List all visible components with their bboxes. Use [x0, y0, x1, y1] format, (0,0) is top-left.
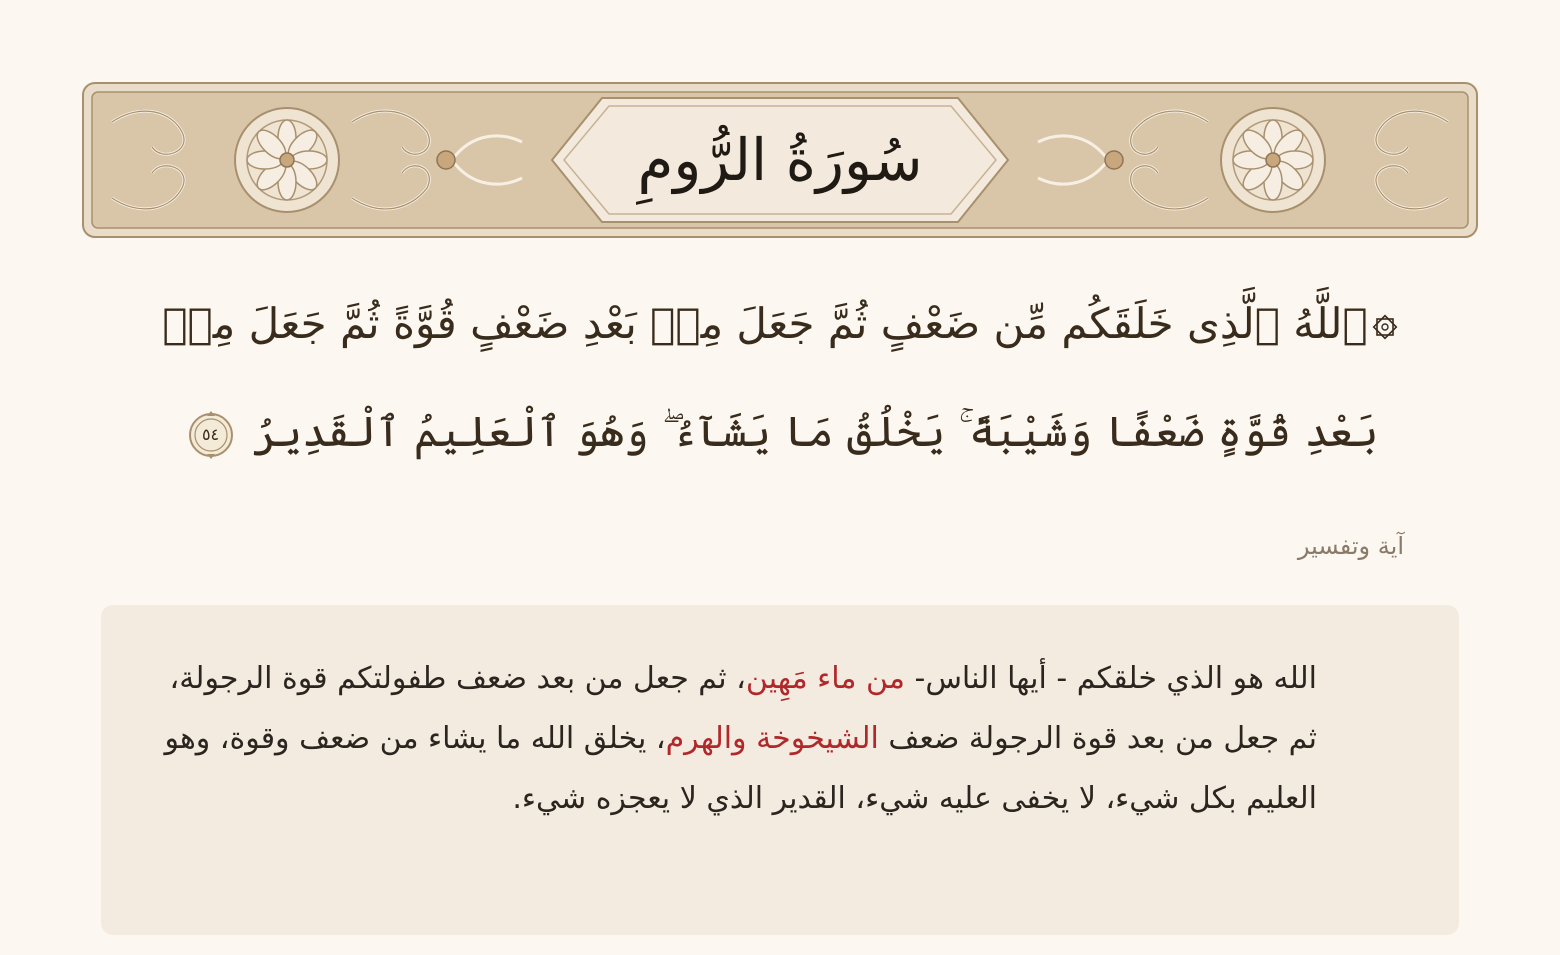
tafsir-highlight-1[interactable]: من ماء مَهِين: [745, 661, 905, 696]
tafsir-part-1: الله هو الذي خلقكم - أيها الناس-: [904, 661, 1317, 696]
verse-line-1-text: ٱللَّهُ ٱلَّذِى خَلَقَكُم مِّن ضَعْفٍ ثُمَّ جَعَلَ مِنۢ بَعْدِ ضَعْفٍ قُوَّةً ثُمَّ جَعَلَ مِنۢ: [162, 299, 1368, 348]
tafsir-card: [101, 605, 1459, 935]
section-label: آية وتفسير: [1297, 532, 1404, 560]
surah-title: سُورَةُ الرُّومِ: [637, 126, 923, 194]
tafsir-part-3: ، يخلق الله ما يشاء من ضعف وقوة، وهو العليم بكل شيء، لا يخفى عليه شيء، القدير الذي لا يعجزه شيء.: [164, 721, 1317, 816]
tafsir-text: [159, 649, 1317, 829]
tafsir-highlight-2[interactable]: الشيخوخة والهرم: [665, 721, 879, 756]
ayah-number: ٥٤: [201, 425, 220, 444]
surah-header: [82, 82, 1478, 238]
quran-verse: [120, 270, 1440, 486]
verse-line-2: [120, 378, 1440, 486]
verse-line-2-text: بَعْدِ قُوَّةٍ ضَعْفًا وَشَيْبَةً ۚ يَخْلُقُ مَا يَشَآءُ ۖ وَهُوَ ٱلْعَلِيمُ ٱلْقَدِيرُ: [252, 407, 1379, 456]
tafsir-part-2: ، ثم جعل من بعد ضعف طفولتكم قوة الرجولة، ثم جعل من بعد قوة الرجولة ضعف: [169, 661, 1317, 756]
ayah-number-marker: [186, 410, 236, 460]
rub-el-hizb-icon: [1372, 314, 1398, 340]
verse-line-1: [120, 270, 1440, 378]
